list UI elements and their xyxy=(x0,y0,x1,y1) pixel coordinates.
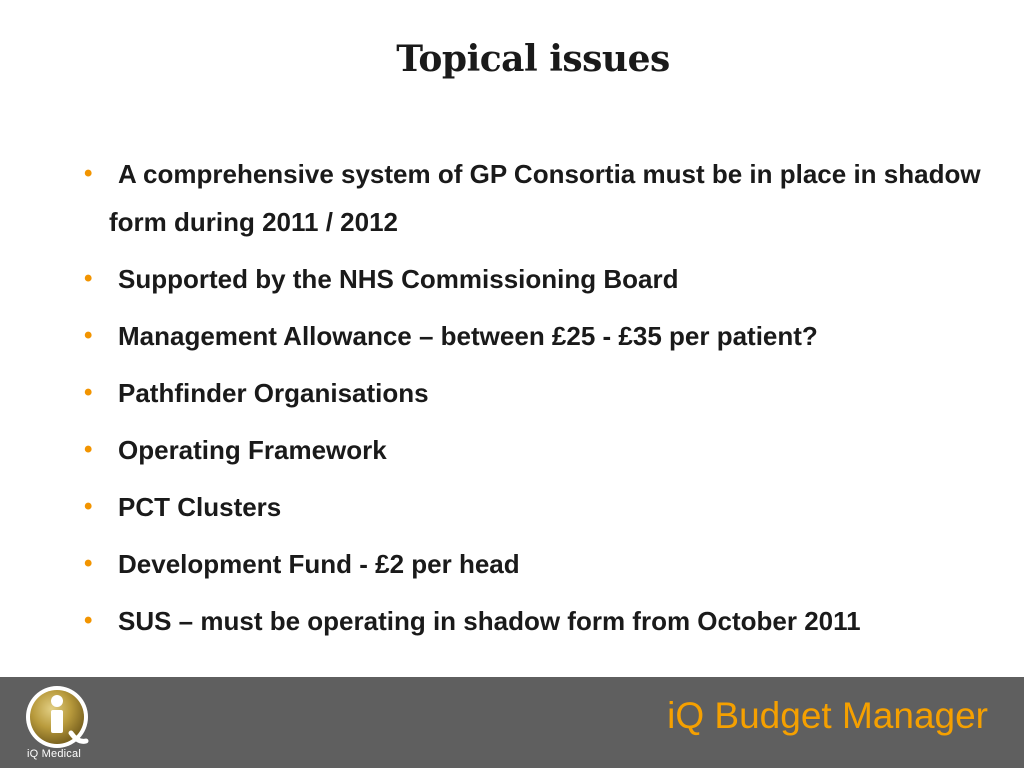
bullet-text: A comprehensive system of GP Consortia must be in place in shadow form during 2011 / 2012 xyxy=(109,159,981,237)
bullet-item xyxy=(78,312,988,360)
brand-name: iQ Budget Manager xyxy=(667,695,988,736)
bullet-icon: • xyxy=(84,607,93,634)
bullet-text: PCT Clusters xyxy=(118,492,282,522)
bullet-icon: • xyxy=(84,160,93,187)
bullet-icon: • xyxy=(84,550,93,577)
bullet-text: SUS – must be operating in shadow form from October 2011 xyxy=(118,606,861,636)
bullet-item xyxy=(78,426,988,474)
bullet-item xyxy=(78,150,988,246)
bullet-icon: • xyxy=(84,265,93,292)
bullet-item xyxy=(78,540,988,588)
slide-title: Topical issues xyxy=(396,38,670,80)
bullet-text: Pathfinder Organisations xyxy=(118,378,429,408)
bullet-icon: • xyxy=(84,493,93,520)
bullet-text: Management Allowance – between £25 - £35 per patient? xyxy=(118,321,818,351)
bullet-icon: • xyxy=(84,379,93,406)
bullet-item xyxy=(78,255,988,303)
bullet-item xyxy=(78,483,988,531)
bullet-icon: • xyxy=(84,436,93,463)
bullet-text: Supported by the NHS Commissioning Board xyxy=(118,264,679,294)
logo-caption: iQ Medical xyxy=(27,748,81,760)
bullet-text: Operating Framework xyxy=(118,435,387,465)
bullet-icon: • xyxy=(84,322,93,349)
bullet-list xyxy=(78,150,988,654)
bullet-item xyxy=(78,597,988,645)
bullet-text: Development Fund - £2 per head xyxy=(118,549,520,579)
footer-bar xyxy=(0,677,1024,768)
bullet-item xyxy=(78,369,988,417)
